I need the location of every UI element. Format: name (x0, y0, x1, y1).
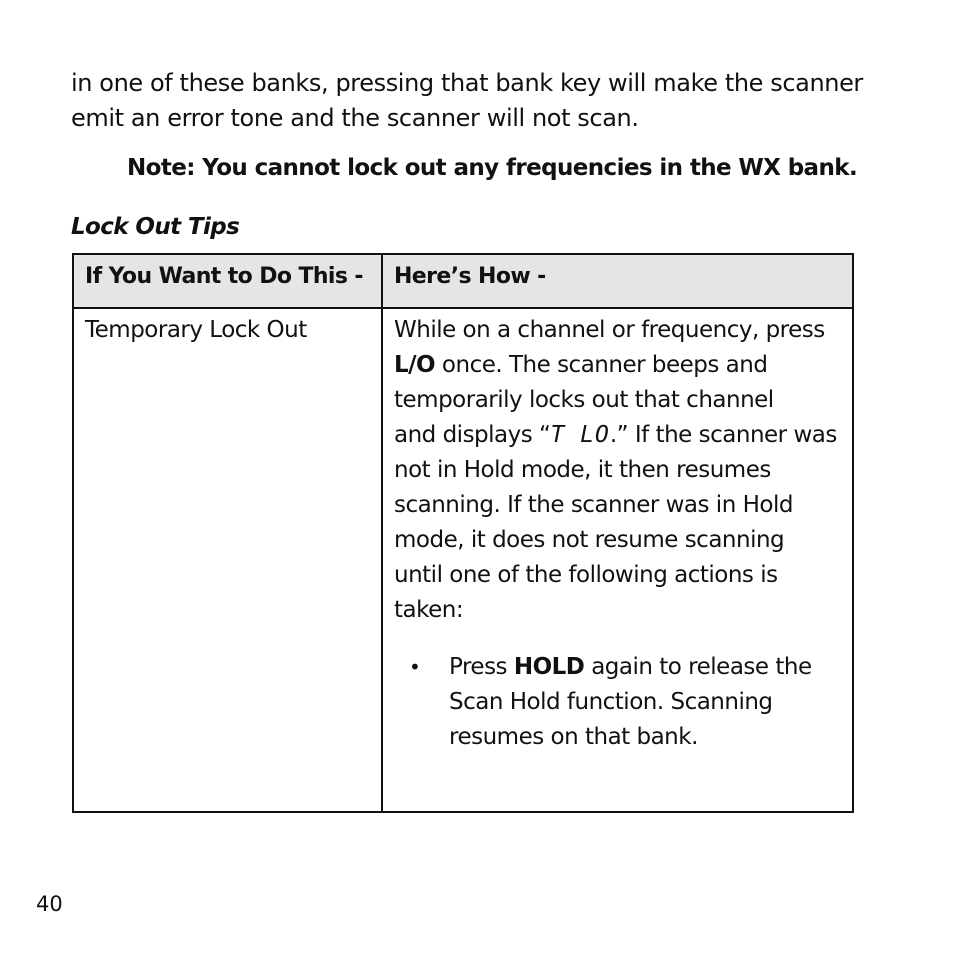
bullet-text: again to release the (584, 654, 812, 680)
bullet-text: resumes on that bank. (449, 724, 698, 750)
howto-line: not in Hold mode, it then resumes (394, 457, 771, 483)
lo-key-label: L/O (394, 352, 436, 378)
note-text: Note: You cannot lock out any frequencies in the WX bank. (127, 155, 858, 181)
howto-line: until one of the following actions is (394, 562, 778, 588)
howto-line: .” If the scanner was (609, 422, 837, 448)
howto-line: taken: (394, 597, 464, 623)
hold-key-label: HOLD (513, 654, 585, 680)
header-if-you-want: If You Want to Do This - (73, 254, 382, 308)
howto-line: scanning. If the scanner was in Hold (394, 492, 793, 518)
bullet-text: Press (449, 654, 514, 680)
bullet-text: Scan Hold function. Scanning (449, 689, 773, 715)
howto-line: and displays “ (394, 422, 551, 448)
page-number: 40 (36, 892, 63, 916)
lock-out-tips-table (72, 253, 854, 813)
howto-bullet-list (394, 650, 844, 755)
howto-cell (382, 308, 853, 812)
bullet-icon: • (409, 655, 421, 679)
howto-line: mode, it does not resume scanning (394, 527, 785, 553)
section-heading: Lock Out Tips (71, 214, 240, 240)
header-heres-how: Here’s How - (382, 254, 853, 308)
action-cell: Temporary Lock Out (73, 308, 382, 812)
intro-line-1: in one of these banks, pressing that bank key will make the scanner (71, 69, 863, 97)
howto-line: temporarily locks out that channel (394, 387, 774, 413)
howto-line: once. The scanner beeps and (435, 352, 768, 378)
intro-line-2: emit an error tone and the scanner will not scan. (71, 104, 639, 132)
howto-line: While on a channel or frequency, press (394, 317, 825, 343)
howto-paragraph (394, 313, 844, 628)
table-header-row (73, 254, 853, 308)
intro-paragraph (71, 66, 871, 136)
list-item (394, 650, 844, 755)
table-row (73, 308, 853, 812)
lcd-display-text: T LO (550, 422, 610, 448)
